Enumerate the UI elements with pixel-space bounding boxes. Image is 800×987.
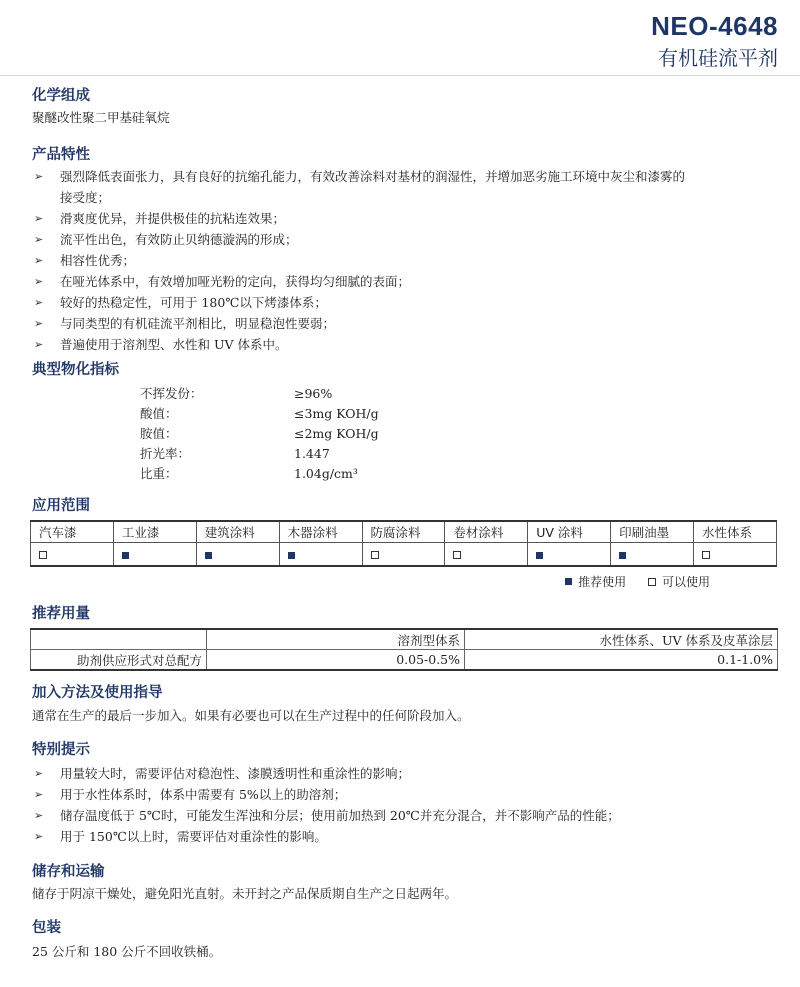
product-name: 有机硅流平剂 [658,46,778,70]
dosage-header-cell [31,629,207,650]
applications-legend [547,573,710,590]
dosage-table [30,628,778,671]
property-label: 胺值： [140,426,178,441]
application-mark-cell [113,543,196,567]
list-item: ➢ 储存温度低于 5℃时，可能发生浑浊和分层；使用前加热到 20℃并充分混合，并不影响产品的性能； [32,806,772,826]
dosage-header-cell: 水性体系、UV 体系及皮革涂层 [465,629,778,650]
arrow-bullet-icon: ➢ [34,170,44,183]
arrow-bullet-icon: ➢ [34,338,44,351]
filled-square-icon [619,552,626,559]
arrow-bullet-icon: ➢ [34,830,44,843]
list-item: ➢ 在哑光体系中，有效增加哑光粉的定向，获得均匀细腻的表面； [32,272,772,292]
empty-square-icon [702,551,710,559]
packaging-title: 包装 [32,920,61,936]
header-divider [0,75,800,76]
legend-possible: 可以使用 [648,573,710,590]
product-code: NEO-4648 [651,11,778,41]
property-label: 不挥发份： [140,386,203,401]
arrow-bullet-icon: ➢ [34,212,44,225]
application-mark-cell [694,543,777,567]
applications-title: 应用范围 [32,498,90,514]
list-item: ➢ 与同类型的有机硅流平剂相比，明显稳泡性要弱； [32,314,772,334]
list-item: ➢ 流平性出色，有效防止贝纳德漩涡的形成； [32,230,772,250]
property-label: 酸值： [140,406,178,421]
application-mark-cell [196,543,279,567]
dosage-header-row [31,629,778,650]
arrow-bullet-icon: ➢ [34,296,44,309]
empty-square-icon [39,551,47,559]
arrow-bullet-icon: ➢ [34,788,44,801]
property-row [140,464,379,484]
storage-text: 储存于阴凉干燥处，避免阳光直射。未开封之产品保质期自生产之日起两年。 [32,886,458,901]
applications-header-row [31,521,777,543]
arrow-bullet-icon: ➢ [34,809,44,822]
dosage-row [31,650,778,671]
application-mark-cell [445,543,528,567]
arrow-bullet-icon: ➢ [34,233,44,246]
application-column: 印刷油墨 [611,521,694,543]
property-value: 1.447 [294,446,330,461]
features-list [32,167,772,356]
property-row [140,404,379,424]
dosage-cell: 0.05-0.5% [207,650,465,671]
application-mark-cell [528,543,611,567]
applications-table [30,520,777,567]
packaging-text: 25 公斤和 180 公斤不回收铁桶。 [32,944,222,959]
application-mark-cell [279,543,362,567]
property-row [140,384,379,404]
list-item: ➢ 用量较大时，需要评估对稳泡性、漆膜透明性和重涂性的影响； [32,764,772,784]
arrow-bullet-icon: ➢ [34,275,44,288]
property-label: 折光率： [140,446,191,461]
arrow-bullet-icon: ➢ [34,767,44,780]
application-column: 防腐涂料 [362,521,445,543]
application-mark-cell [362,543,445,567]
product-header [651,10,778,72]
application-column: UV 涂料 [528,521,611,543]
composition-title: 化学组成 [32,88,90,104]
features-title: 产品特性 [32,147,90,163]
property-row [140,424,379,444]
application-column: 工业漆 [113,521,196,543]
notes-list [32,764,772,848]
filled-square-icon [565,578,572,585]
list-item: ➢ 用于 150℃以上时，需要评估对重涂性的影响。 [32,827,772,847]
empty-square-icon [453,551,461,559]
list-item-continuation: 接受度； [60,190,111,205]
notes-title: 特别提示 [32,742,90,758]
filled-square-icon [536,552,543,559]
application-mark-cell [31,543,114,567]
filled-square-icon [288,552,295,559]
dosage-header-cell: 溶剂型体系 [207,629,465,650]
arrow-bullet-icon: ➢ [34,317,44,330]
property-value: ≥96% [294,386,333,401]
applications-marks-row [31,543,777,567]
list-item: ➢ 较好的热稳定性，可用于 180℃以下烤漆体系； [32,293,772,313]
application-column: 建筑涂料 [196,521,279,543]
list-item: ➢ 用于水性体系时，体系中需要有 5%以上的助溶剂； [32,785,772,805]
property-row [140,444,379,464]
storage-title: 储存和运输 [32,864,105,880]
list-item: ➢ 相容性优秀； [32,251,772,271]
list-item: ➢ 滑爽度优异，并提供极佳的抗粘连效果； [32,209,772,229]
property-value: 1.04g/cm³ [294,466,358,481]
property-value: ≤2mg KOH/g [294,426,379,441]
arrow-bullet-icon: ➢ [34,254,44,267]
composition-text: 聚醚改性聚二甲基硅氧烷 [32,110,170,125]
application-column: 卷材涂料 [445,521,528,543]
legend-recommended: 推荐使用 [565,573,626,590]
property-value: ≤3mg KOH/g [294,406,379,421]
empty-square-icon [371,551,379,559]
application-column: 木器涂料 [279,521,362,543]
filled-square-icon [205,552,212,559]
dosage-cell: 助剂供应形式对总配方 [31,650,207,671]
application-column: 汽车漆 [31,521,114,543]
application-mark-cell [611,543,694,567]
property-label: 比重： [140,466,178,481]
properties-list [140,384,379,484]
list-item: ➢ 普遍使用于溶剂型、水性和 UV 体系中。 [32,335,772,355]
dosage-cell: 0.1-1.0% [465,650,778,671]
properties-title: 典型物化指标 [32,362,119,378]
application-column: 水性体系 [694,521,777,543]
list-item: ➢ 强烈降低表面张力，具有良好的抗缩孔能力，有效改善涂料对基材的润湿性，并增加恶劣施工环境中灰尘和漆雾的 [32,167,772,187]
filled-square-icon [122,552,129,559]
usage-text: 通常在生产的最后一步加入。如果有必要也可以在生产过程中的任何阶段加入。 [32,708,470,723]
dosage-title: 推荐用量 [32,606,90,622]
usage-title: 加入方法及使用指导 [32,685,163,701]
empty-square-icon [648,578,656,586]
